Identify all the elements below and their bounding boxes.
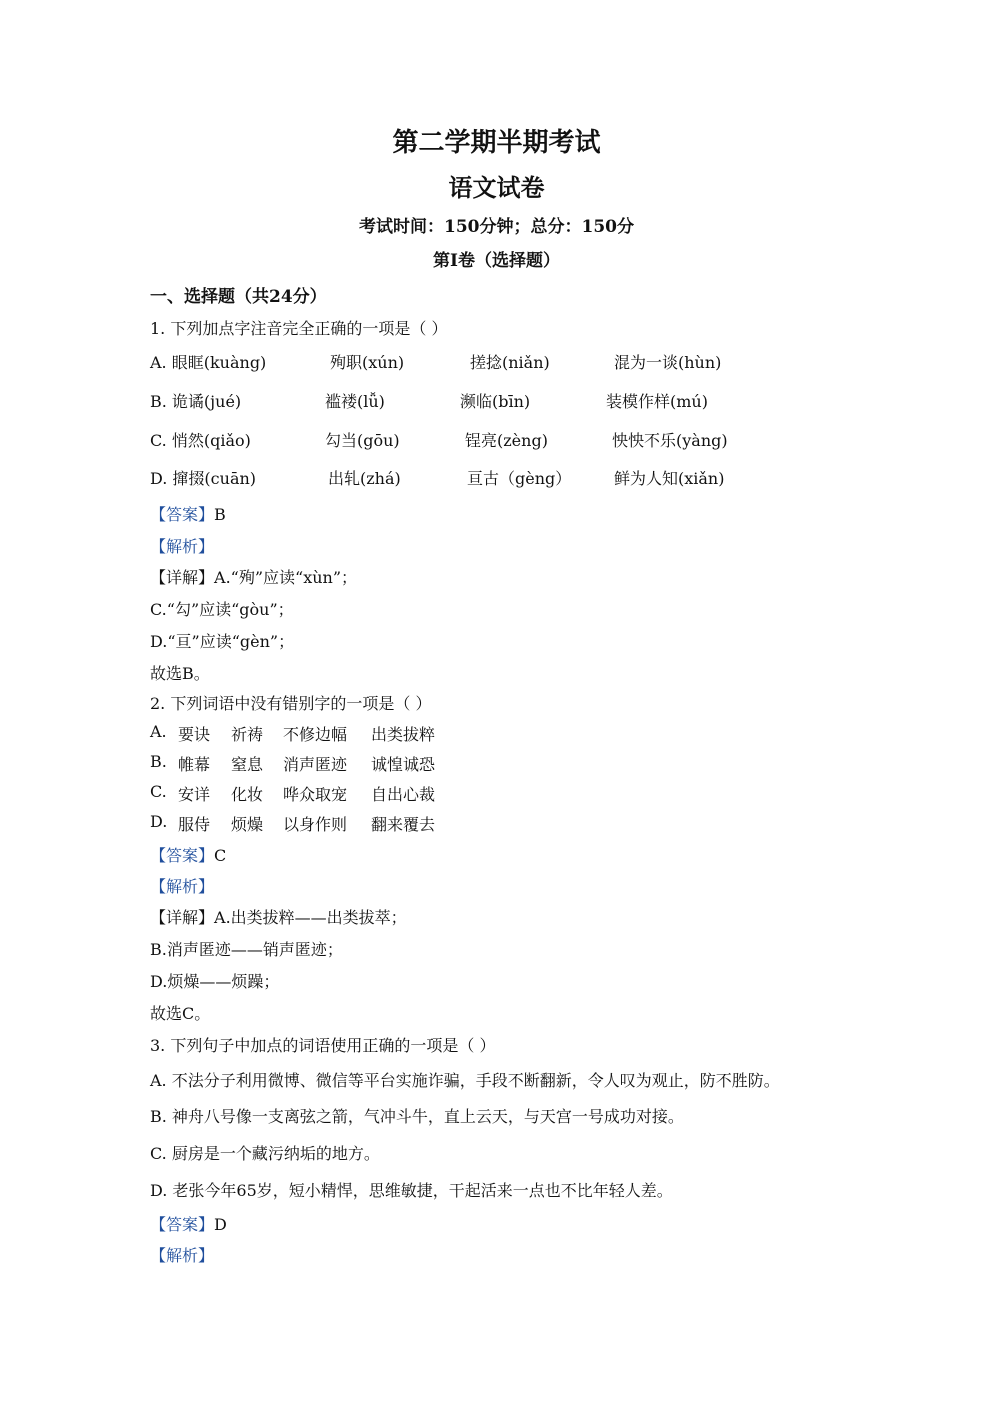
q2-option-a-letter: A.: [150, 722, 167, 741]
q2-option-b-2: 窒息: [231, 755, 264, 774]
q1-option-a-1: A. 眼眶(kuàng): [150, 353, 267, 372]
q2-option-d-letter: D.: [150, 812, 168, 831]
detail-label: 【详解】: [150, 568, 215, 587]
q1-option-c-4: 怏怏不乐(yàng): [612, 431, 728, 450]
q2-detail-3: D.烦燥——烦躁；: [150, 972, 280, 991]
q3-option-c: C. 厨房是一个藏污纳垢的地方。: [150, 1144, 380, 1163]
q1-analysis-label: 【解析】: [150, 537, 215, 556]
detail-text: A.出类拔粹——出类拔萃；: [214, 908, 407, 927]
q3-stem: 3. 下列句子中加点的词语使用正确的一项是（ ）: [150, 1036, 496, 1055]
q2-option-d-4: 翻来覆去: [371, 815, 436, 834]
q1-option-b-4: 装模作样(mú): [606, 392, 708, 411]
q2-option-a-4: 出类拔粹: [371, 725, 436, 744]
q2-option-c-2: 化妆: [231, 785, 264, 804]
q3-option-b: B. 神舟八号像一支离弦之箭，气冲斗牛，直上云天，与天宫一号成功对接。: [150, 1107, 684, 1126]
answer-label: 【答案】: [150, 1215, 215, 1234]
q1-option-b-1: B. 诡谲(jué): [150, 392, 242, 411]
q1-option-c-3: 锃亮(zèng): [465, 431, 548, 450]
q2-analysis-label: 【解析】: [150, 877, 215, 896]
q1-option-d-3: 亘古（gèng）: [467, 469, 572, 488]
q2-option-c-3: 哗众取宠: [283, 785, 348, 804]
q1-option-a-4: 混为一谈(hùn): [614, 353, 722, 372]
q3-analysis-label: 【解析】: [150, 1246, 215, 1265]
q2-option-a-2: 祈祷: [231, 725, 264, 744]
q2-option-d-2: 烦燥: [231, 815, 264, 834]
exam-title: 第二学期半期考试: [392, 128, 601, 158]
q2-answer: [150, 843, 226, 866]
q2-option-d-1: 服侍: [178, 815, 211, 834]
q2-option-a-3: 不修边幅: [283, 725, 348, 744]
detail-text: A.“殉”应读“xùn”；: [214, 568, 358, 587]
q1-detail-3: D.“亘”应读“gèn”；: [150, 632, 295, 651]
answer-label: 【答案】: [150, 846, 215, 865]
q2-detail-1: [150, 905, 407, 928]
answer-value: C: [214, 846, 227, 865]
q1-option-c-1: C. 悄然(qiǎo): [150, 431, 251, 450]
q1-detail-1: [150, 565, 357, 588]
q1-option-d-2: 出轧(zhá): [328, 469, 401, 488]
q2-option-a-1: 要诀: [178, 725, 211, 744]
q2-conclusion: 故选C。: [150, 1004, 211, 1023]
exam-info: 考试时间：150分钟；总分：150分: [359, 217, 634, 237]
q2-option-d-3: 以身作则: [283, 815, 348, 834]
answer-value: B: [214, 505, 226, 524]
q3-option-d: D. 老张今年65岁，短小精悍，思维敏捷，干起活来一点也不比年轻人差。: [150, 1181, 673, 1200]
q2-option-c-1: 安详: [178, 785, 211, 804]
q1-stem: 1. 下列加点字注音完全正确的一项是（ ）: [150, 319, 448, 338]
q1-option-d-1: D. 撺掇(cuān): [150, 469, 257, 488]
answer-label: 【答案】: [150, 505, 215, 524]
exam-subtitle: 语文试卷: [448, 173, 545, 202]
q2-option-b-1: 帷幕: [178, 755, 211, 774]
q3-option-a: A. 不法分子利用微博、微信等平台实施诈骗，手段不断翻新，令人叹为观止，防不胜防。: [150, 1071, 780, 1090]
volume-heading: 第I卷（选择题）: [433, 251, 560, 271]
section-heading: 一、选择题（共24分）: [150, 287, 327, 307]
q1-option-a-2: 殉职(xún): [330, 353, 405, 372]
q1-option-a-3: 搓捻(niǎn): [470, 353, 550, 372]
q1-conclusion: 故选B。: [150, 664, 210, 683]
q1-option-b-2: 褴褛(lǚ): [325, 392, 385, 411]
q2-option-b-letter: B.: [150, 752, 167, 771]
q2-detail-2: B.消声匿迹——销声匿迹；: [150, 940, 343, 959]
q1-option-c-2: 勾当(gōu): [325, 431, 400, 450]
q1-option-d-4: 鲜为人知(xiǎn): [614, 469, 725, 488]
q3-answer: [150, 1212, 227, 1235]
q1-answer: [150, 502, 226, 525]
detail-label: 【详解】: [150, 908, 215, 927]
q2-option-c-4: 自出心裁: [371, 785, 436, 804]
q2-stem: 2. 下列词语中没有错别字的一项是（ ）: [150, 694, 432, 713]
q2-option-b-4: 诚惶诚恐: [371, 755, 436, 774]
q1-detail-2: C.“勾”应读“gòu”；: [150, 600, 294, 619]
q1-option-b-3: 濒临(bīn): [460, 392, 531, 411]
q2-option-c-letter: C.: [150, 782, 167, 801]
answer-value: D: [214, 1215, 227, 1234]
q2-option-b-3: 消声匿迹: [283, 755, 348, 774]
